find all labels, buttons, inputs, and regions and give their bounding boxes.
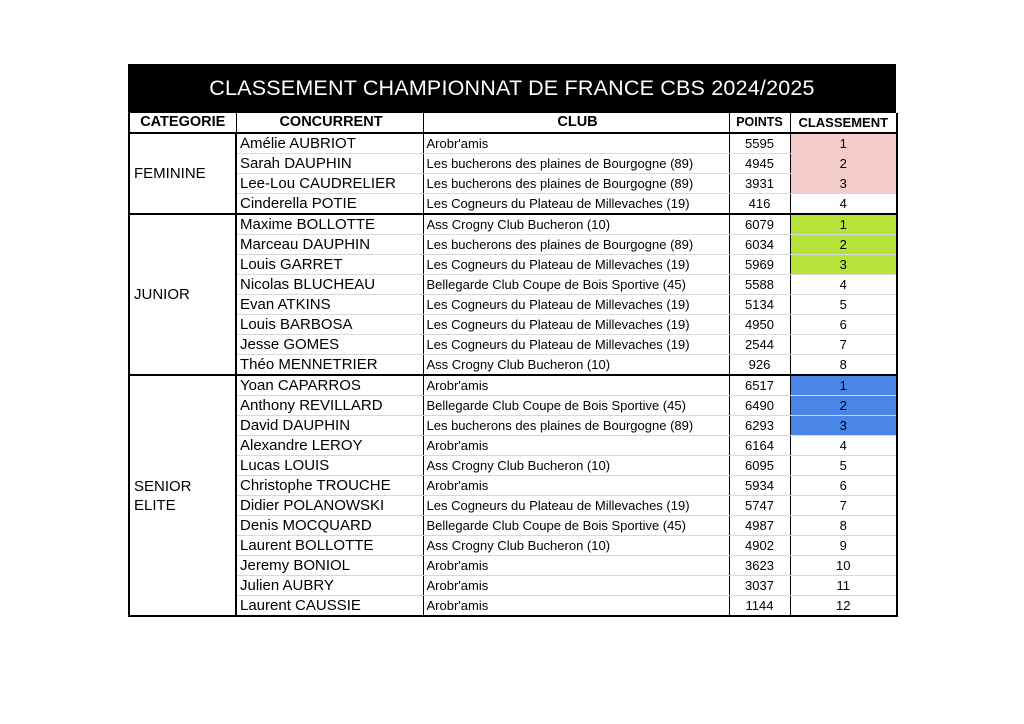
rank-value: 5 — [790, 295, 897, 315]
club-name: Les bucherons des plaines de Bourgogne (89) — [423, 154, 729, 174]
club-name: Ass Crogny Club Bucheron (10) — [423, 536, 729, 556]
competitor-name: Didier POLANOWSKI — [236, 496, 423, 516]
club-name: Les Cogneurs du Plateau de Millevaches (19) — [423, 315, 729, 335]
club-name: Les bucherons des plaines de Bourgogne (89) — [423, 174, 729, 194]
competitor-name: Alexandre LEROY — [236, 436, 423, 456]
points-value: 5588 — [729, 275, 790, 295]
rank-value: 1 — [790, 214, 897, 235]
rank-value: 1 — [790, 133, 897, 154]
header-points: POINTS — [729, 113, 790, 133]
table-row — [129, 556, 897, 576]
rank-value: 10 — [790, 556, 897, 576]
points-value: 5595 — [729, 133, 790, 154]
table-row — [129, 436, 897, 456]
club-name: Les bucherons des plaines de Bourgogne (89) — [423, 416, 729, 436]
club-name: Ass Crogny Club Bucheron (10) — [423, 214, 729, 235]
club-name: Les Cogneurs du Plateau de Millevaches (19) — [423, 496, 729, 516]
club-name: Les Cogneurs du Plateau de Millevaches (19) — [423, 335, 729, 355]
table-row — [129, 355, 897, 376]
club-name: Arobr'amis — [423, 476, 729, 496]
category-cell: SENIOR ELITE — [129, 375, 236, 616]
points-value: 6079 — [729, 214, 790, 235]
rank-value: 3 — [790, 416, 897, 436]
rank-value: 2 — [790, 235, 897, 255]
table-row — [129, 154, 897, 174]
club-name: Les Cogneurs du Plateau de Millevaches (19) — [423, 255, 729, 275]
rank-value: 3 — [790, 174, 897, 194]
competitor-name: David DAUPHIN — [236, 416, 423, 436]
club-name: Arobr'amis — [423, 375, 729, 396]
competitor-name: Laurent CAUSSIE — [236, 596, 423, 617]
rank-value: 2 — [790, 396, 897, 416]
rank-value: 11 — [790, 576, 897, 596]
competitor-name: Amélie AUBRIOT — [236, 133, 423, 154]
points-value: 6164 — [729, 436, 790, 456]
points-value: 2544 — [729, 335, 790, 355]
club-name: Les Cogneurs du Plateau de Millevaches (19) — [423, 295, 729, 315]
competitor-name: Lee-Lou CAUDRELIER — [236, 174, 423, 194]
table-row — [129, 496, 897, 516]
rank-value: 6 — [790, 476, 897, 496]
points-value: 926 — [729, 355, 790, 376]
competitor-name: Théo MENNETRIER — [236, 355, 423, 376]
competitor-name: Sarah DAUPHIN — [236, 154, 423, 174]
header-club: CLUB — [423, 113, 729, 133]
header-categorie: CATEGORIE — [129, 113, 236, 133]
table-row — [129, 375, 897, 396]
competitor-name: Jesse GOMES — [236, 335, 423, 355]
points-value: 3931 — [729, 174, 790, 194]
points-value: 5134 — [729, 295, 790, 315]
club-name: Arobr'amis — [423, 436, 729, 456]
points-value: 6517 — [729, 375, 790, 396]
points-value: 6095 — [729, 456, 790, 476]
club-name: Arobr'amis — [423, 576, 729, 596]
rank-value: 9 — [790, 536, 897, 556]
points-value: 6034 — [729, 235, 790, 255]
table-row — [129, 335, 897, 355]
header-row — [129, 113, 897, 133]
header-concurrent: CONCURRENT — [236, 113, 423, 133]
table-row — [129, 174, 897, 194]
points-value: 4987 — [729, 516, 790, 536]
club-name: Ass Crogny Club Bucheron (10) — [423, 355, 729, 376]
points-value: 5969 — [729, 255, 790, 275]
rank-value: 5 — [790, 456, 897, 476]
competitor-name: Evan ATKINS — [236, 295, 423, 315]
table-row — [129, 516, 897, 536]
header-classement: CLASSEMENT — [790, 113, 897, 133]
points-value: 5934 — [729, 476, 790, 496]
competitor-name: Christophe TROUCHE — [236, 476, 423, 496]
competitor-name: Marceau DAUPHIN — [236, 235, 423, 255]
rank-value: 1 — [790, 375, 897, 396]
ranking-table — [128, 113, 898, 617]
points-value: 4902 — [729, 536, 790, 556]
points-value: 6490 — [729, 396, 790, 416]
club-name: Arobr'amis — [423, 596, 729, 617]
rank-value: 6 — [790, 315, 897, 335]
rank-value: 8 — [790, 516, 897, 536]
sheet-title: CLASSEMENT CHAMPIONNAT DE FRANCE CBS 2024/2025 — [128, 64, 896, 113]
rank-value: 7 — [790, 335, 897, 355]
points-value: 1144 — [729, 596, 790, 617]
table-row — [129, 416, 897, 436]
table-row — [129, 396, 897, 416]
rank-value: 4 — [790, 194, 897, 215]
competitor-name: Lucas LOUIS — [236, 456, 423, 476]
competitor-name: Anthony REVILLARD — [236, 396, 423, 416]
table-row — [129, 214, 897, 235]
table-row — [129, 275, 897, 295]
club-name: Arobr'amis — [423, 556, 729, 576]
competitor-name: Denis MOCQUARD — [236, 516, 423, 536]
ranking-sheet — [128, 64, 896, 617]
competitor-name: Nicolas BLUCHEAU — [236, 275, 423, 295]
table-row — [129, 476, 897, 496]
table-row — [129, 235, 897, 255]
points-value: 4950 — [729, 315, 790, 335]
club-name: Les bucherons des plaines de Bourgogne (89) — [423, 235, 729, 255]
table-row — [129, 576, 897, 596]
rank-value: 2 — [790, 154, 897, 174]
points-value: 5747 — [729, 496, 790, 516]
table-row — [129, 194, 897, 215]
table-row — [129, 133, 897, 154]
table-row — [129, 456, 897, 476]
club-name: Ass Crogny Club Bucheron (10) — [423, 456, 729, 476]
club-name: Bellegarde Club Coupe de Bois Sportive (45) — [423, 275, 729, 295]
table-row — [129, 295, 897, 315]
competitor-name: Louis BARBOSA — [236, 315, 423, 335]
ranking-body — [129, 133, 897, 616]
table-row — [129, 255, 897, 275]
table-row — [129, 536, 897, 556]
rank-value: 4 — [790, 275, 897, 295]
rank-value: 7 — [790, 496, 897, 516]
category-cell: FEMININE — [129, 133, 236, 214]
rank-value: 12 — [790, 596, 897, 617]
table-row — [129, 596, 897, 617]
points-value: 6293 — [729, 416, 790, 436]
club-name: Arobr'amis — [423, 133, 729, 154]
competitor-name: Louis GARRET — [236, 255, 423, 275]
competitor-name: Julien AUBRY — [236, 576, 423, 596]
points-value: 3037 — [729, 576, 790, 596]
competitor-name: Yoan CAPARROS — [236, 375, 423, 396]
points-value: 4945 — [729, 154, 790, 174]
points-value: 416 — [729, 194, 790, 215]
competitor-name: Jeremy BONIOL — [236, 556, 423, 576]
category-cell: JUNIOR — [129, 214, 236, 375]
competitor-name: Laurent BOLLOTTE — [236, 536, 423, 556]
club-name: Bellegarde Club Coupe de Bois Sportive (45) — [423, 516, 729, 536]
rank-value: 3 — [790, 255, 897, 275]
competitor-name: Maxime BOLLOTTE — [236, 214, 423, 235]
rank-value: 4 — [790, 436, 897, 456]
points-value: 3623 — [729, 556, 790, 576]
table-row — [129, 315, 897, 335]
rank-value: 8 — [790, 355, 897, 376]
club-name: Bellegarde Club Coupe de Bois Sportive (45) — [423, 396, 729, 416]
club-name: Les Cogneurs du Plateau de Millevaches (19) — [423, 194, 729, 215]
competitor-name: Cinderella POTIE — [236, 194, 423, 215]
